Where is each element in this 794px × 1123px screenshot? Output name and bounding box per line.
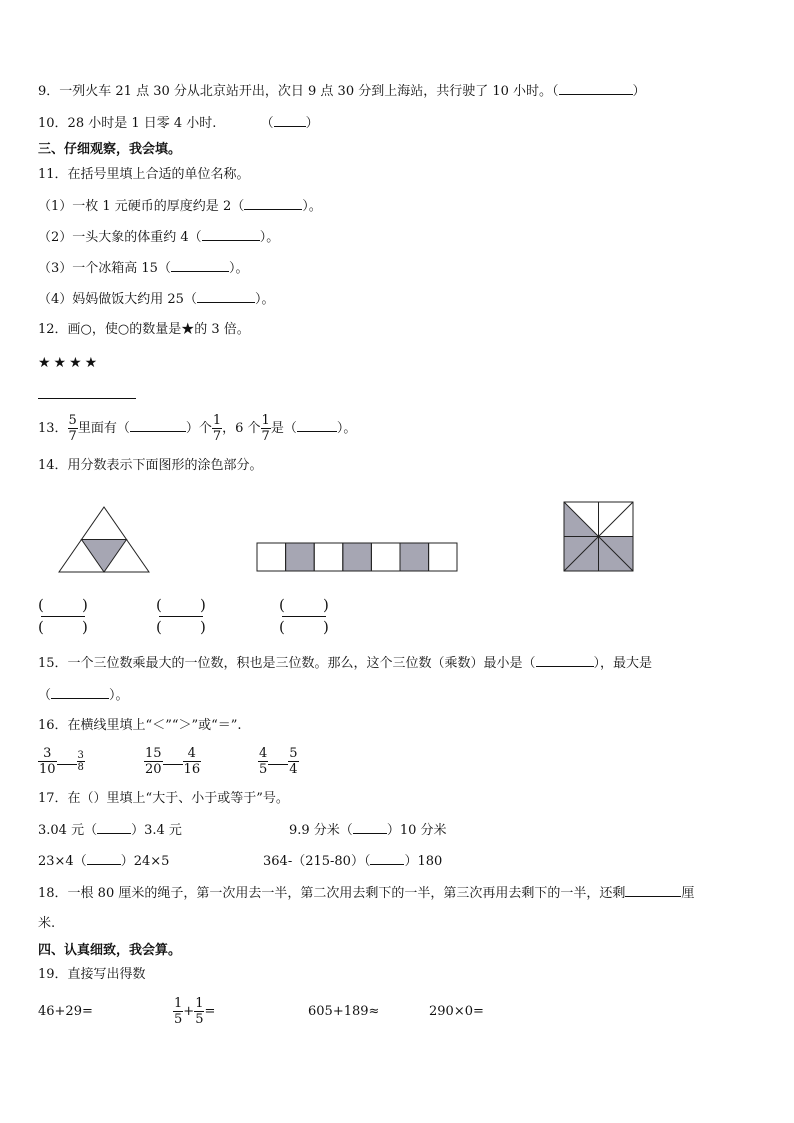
q13-frac-1-7-a: $\frac{1}{7}$ xyxy=(212,413,222,444)
q15-min-blank[interactable] xyxy=(536,654,594,667)
q16-frac-4-5: $\frac{4}{5}$ xyxy=(259,746,268,777)
question-10 xyxy=(38,114,319,133)
q11-2-blank[interactable] xyxy=(202,228,260,241)
q17-text: 17．在（）里填上“大于、小于或等于”号。 xyxy=(38,791,289,806)
q17-item-d: 364-（215-80）（ ）180 xyxy=(263,854,443,869)
q16-blank-3[interactable] xyxy=(268,754,288,765)
q13-blank-2[interactable] xyxy=(297,419,337,432)
q14-answer-triangle[interactable]: ( ) ( ) xyxy=(38,596,88,636)
q17-item-c: 23×4（ ）24×5 xyxy=(38,854,170,869)
q19-expr-1: 46+29= xyxy=(38,1004,93,1019)
q9-text: 9．一列火车 21 点 30 分从北京站开出，次日 9 点 30 分到上海站，共行驶了 10 小时。（ xyxy=(38,84,559,99)
question-15-line1: 15．一个三位数乘最大的一位数，积也是三位数。那么，这个三位数（乘数）最小是（ ），最大是 xyxy=(38,656,653,671)
q16-pair-1 xyxy=(38,742,85,782)
triangle-figure xyxy=(57,505,151,575)
q16-frac-15-20: $\frac{15}{20}$ xyxy=(145,746,162,777)
q11-4-blank[interactable] xyxy=(197,290,255,303)
q16-pair-3 xyxy=(258,742,299,782)
q13-frac-1-7-b: $\frac{1}{7}$ xyxy=(261,413,270,444)
q13-blank-1[interactable] xyxy=(130,419,186,432)
q13-frac-5-7: $\frac{5}{7}$ xyxy=(68,413,77,444)
q16-blank-1[interactable] xyxy=(57,754,77,765)
q12-stars: ★★★★ xyxy=(38,355,101,371)
q10-close: ） xyxy=(305,116,319,131)
q11-item-2: （2）一头大象的体重约 4（ ）。 xyxy=(38,230,280,245)
q15-max-blank[interactable] xyxy=(51,686,109,699)
q16-text: 16．在横线里填上“＜”“＞”或“＝”. xyxy=(38,718,242,733)
question-18-line1: 18．一根 80 厘米的绳子，第一次用去一半，第二次用去剩下的一半，第三次再用去剩下的一半，还剩 厘 xyxy=(38,886,695,901)
q17-c-blank[interactable] xyxy=(87,852,121,865)
q10-text: 10．28 小时是 1 日零 4 小时. xyxy=(38,116,217,131)
q9-close: ） xyxy=(632,84,646,99)
q11-text: 11．在括号里填上合适的单位名称。 xyxy=(38,167,250,182)
q19-expr-4: 290×0= xyxy=(429,1004,484,1019)
q12-text: 12．画○，使○的数量是★的 3 倍。 xyxy=(38,322,250,337)
q17-d-blank[interactable] xyxy=(370,852,404,865)
q16-pair-2 xyxy=(144,742,201,782)
q14-answer-strip[interactable]: ( ) ( ) xyxy=(156,596,206,636)
q16-frac-5-4: $\frac{5}{4}$ xyxy=(289,746,298,777)
q17-b-blank[interactable] xyxy=(353,821,387,834)
q19-text: 19．直接写出得数 xyxy=(38,967,146,982)
q17-item-b: 9.9 分米（ ）10 分米 xyxy=(289,823,447,838)
q12-drawing-line[interactable] xyxy=(38,398,136,399)
q16-frac-4-16: $\frac{4}{16}$ xyxy=(183,746,201,777)
q16-frac-3-8: $\frac{3}{8}$ xyxy=(77,750,84,773)
q19-expr-3: 605+189≈ xyxy=(308,1004,380,1019)
q11-item-1: （1）一枚 1 元硬币的厚度约是 2（ ）。 xyxy=(38,199,322,214)
q11-1-blank[interactable] xyxy=(244,197,302,210)
q17-item-a: 3.04 元（ ）3.4 元 xyxy=(38,823,182,838)
q16-blank-2[interactable] xyxy=(163,754,183,765)
question-18-line2: 米. xyxy=(38,916,56,931)
q10-answer-blank[interactable] xyxy=(274,114,306,127)
q14-text: 14．用分数表示下面图形的涂色部分。 xyxy=(38,458,263,473)
section-3-heading: 三、仔细观察，我会填。 xyxy=(38,142,182,157)
q11-item-4: （4）妈妈做饭大约用 25（ ）。 xyxy=(38,292,275,307)
question-9 xyxy=(38,82,646,101)
section-4-heading: 四、认真细致，我会算。 xyxy=(38,943,182,958)
square-figure xyxy=(563,501,635,573)
q9-answer-blank[interactable] xyxy=(559,82,633,95)
q16-frac-3-10: $\frac{3}{10}$ xyxy=(39,746,56,777)
q10-open: （ xyxy=(260,116,274,131)
q18-blank[interactable] xyxy=(625,884,681,897)
q11-3-blank[interactable] xyxy=(171,259,229,272)
q11-item-3: （3）一个冰箱高 15（ ）。 xyxy=(38,261,249,276)
q17-a-blank[interactable] xyxy=(97,821,131,834)
q19-expr-2: $\frac{1}{5}$ + $\frac{1}{5}$ = xyxy=(174,996,216,1027)
strip-figure xyxy=(256,542,460,574)
question-13: 13． $\frac{5}{7}$ 里面有（ ）个 $\frac{1}{7}$ ，6 个 $\frac{1}{7}$ 是（ ）。 xyxy=(38,413,357,444)
q14-answer-square[interactable]: ( ) ( ) xyxy=(279,596,329,636)
question-15-line2: （ ）。 xyxy=(38,688,129,703)
